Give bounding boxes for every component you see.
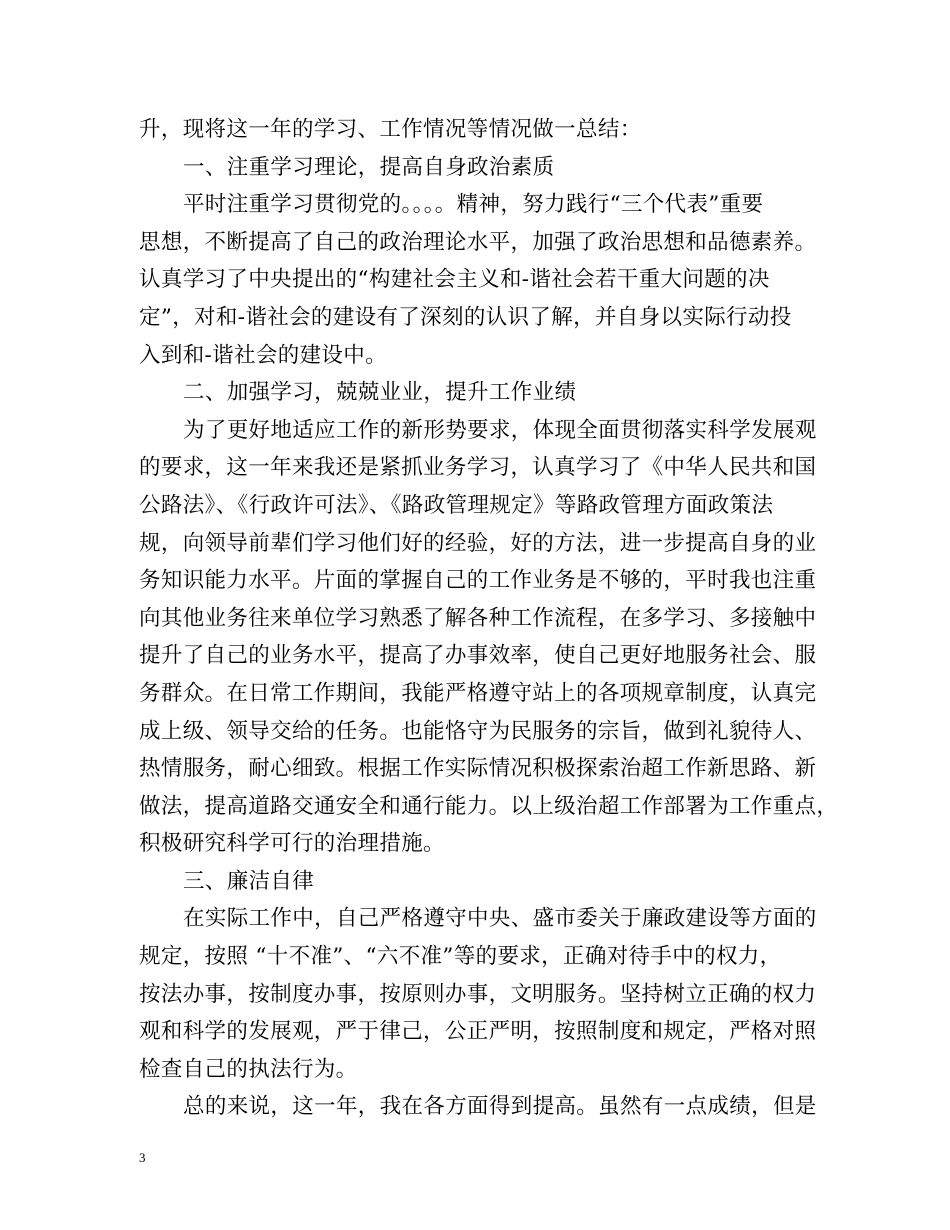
text-line: 为了更好地适应工作的新形势要求，体现全面贯彻落实科学发展观 (183, 417, 817, 443)
text-line: 一、注重学习理论，提高自身政治素质 (183, 154, 555, 180)
text-line: 认真学习了中央提出的“构建社会主义和-谐社会若干重大问题的决 (139, 267, 770, 293)
text-line: 二、加强学习，兢兢业业，提升工作业绩 (183, 380, 577, 406)
text-line: 入到和-谐社会的建设中。 (139, 342, 387, 368)
text-line: 思想，不断提高了自己的政治理论水平，加强了政治思想和品德素养。 (139, 229, 817, 255)
text-line: 按法办事，按制度办事，按原则办事，文明服务。坚持树立正确的权力 (139, 981, 817, 1007)
text-line: 公路法》、《行政许可法》、《路政管理规定》等路政管理方面政策法 (139, 492, 774, 518)
text-line: 平时注重学习贯彻党的。。。。精神，努力践行“三个代表”重要 (183, 192, 764, 218)
body-text (139, 111, 839, 1126)
text-line: 做法，提高道路交通安全和通行能力。以上级治超工作部署为工作重点， (139, 793, 839, 819)
text-line: 观和科学的发展观，严于律己，公正严明，按照制度和规定，严格对照 (139, 1019, 817, 1045)
text-line: 提升了自己的业务水平，提高了办事效率，使自己更好地服务社会、服 (139, 643, 817, 669)
text-line: 总的来说，这一年，我在各方面得到提高。虽然有一点成绩，但是 (183, 1094, 817, 1120)
text-line: 在实际工作中，自己严格遵守中央、盛市委关于廉政建设等方面的 (183, 906, 817, 932)
page-number: 3 (139, 1150, 146, 1165)
text-line: 热情服务，耐心细致。根据工作实际情况积极探索治超工作新思路、新 (139, 756, 817, 782)
text-line: 规定，按照 “十不准”、“六不准”等的要求，正确对待手中的权力， (139, 944, 782, 970)
text-line: 规，向领导前辈们学习他们好的经验，好的方法，进一步提高自身的业 (139, 530, 817, 556)
text-line: 定”，对和-谐社会的建设有了深刻的认识了解，并自身以实际行动投 (139, 304, 792, 330)
text-line: 向其他业务往来单位学习熟悉了解各种工作流程，在多学习、多接触中 (139, 605, 817, 631)
text-line: 的要求，这一年来我还是紧抓业务学习，认真学习了《中华人民共和国 (139, 455, 817, 481)
text-line: 三、廉洁自律 (183, 868, 315, 894)
text-line: 务群众。在日常工作期间，我能严格遵守站上的各项规章制度，认真完 (139, 680, 817, 706)
text-line: 成上级、领导交给的任务。也能恪守为民服务的宗旨，做到礼貌待人、 (139, 718, 817, 744)
text-line: 积极研究科学可行的治理措施。 (139, 831, 445, 857)
text-line: 升，现将这一年的学习、工作情况等情况做一总结： (139, 117, 642, 142)
text-line: 务知识能力水平。片面的掌握自己的工作业务是不够的，平时我也注重 (139, 568, 817, 594)
text-line: 检查自己的执法行为。 (139, 1056, 358, 1082)
